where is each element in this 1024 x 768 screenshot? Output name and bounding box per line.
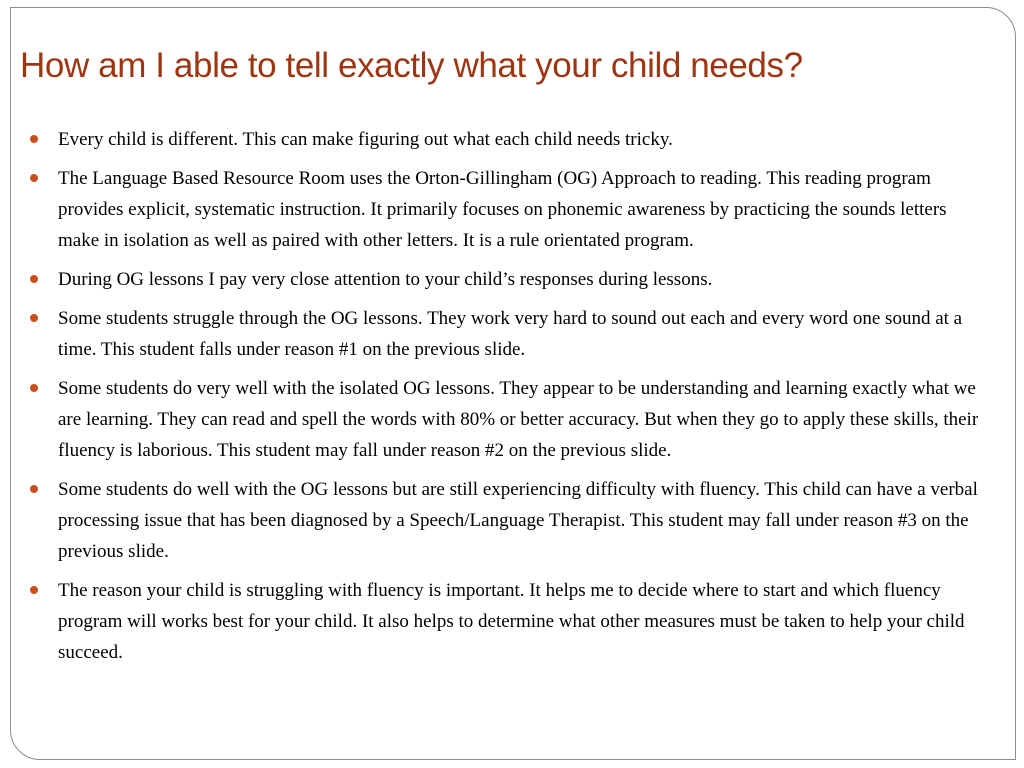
bullet-text: Some students do very well with the isolated OG lessons. They appear to be understanding and learning exactly what we are learning. They can read and spell the words with 80% or better accuracy. But when they go to apply these skills, their fluency is laborious. This student may fall under reason #2 on the previous slide. <box>58 378 979 461</box>
bullet-text: Some students do well with the OG lessons but are still experiencing difficulty with fluency. This child can have a verbal processing issue that has been diagnosed by a Speech/Language Therapist. This student may fall under reason #3 on the previous slide. <box>58 479 978 562</box>
bullet-text: The Language Based Resource Room uses the Orton-Gillingham (OG) Approach to reading. This reading program provides explicit, systematic instruction. It primarily focuses on phonemic awareness by practicing the sounds letters make in isolation as well as paired with other letters. It is a rule orientated program. <box>58 168 947 251</box>
bullet-dot-icon <box>30 485 38 493</box>
bullet-item <box>30 575 990 668</box>
bullet-dot-icon <box>30 314 38 322</box>
bullet-list <box>30 124 990 676</box>
bullet-text: During OG lessons I pay very close attention to your child’s responses during lessons. <box>58 269 713 290</box>
slide-title: How am I able to tell exactly what your child needs? <box>20 46 803 85</box>
bullet-dot-icon <box>30 135 38 143</box>
bullet-dot-icon <box>30 275 38 283</box>
bullet-item <box>30 303 990 365</box>
bullet-dot-icon <box>30 586 38 594</box>
bullet-item <box>30 474 990 567</box>
bullet-text: Some students struggle through the OG lessons. They work very hard to sound out each and every word one sound at a time. This student falls under reason #1 on the previous slide. <box>58 308 963 360</box>
bullet-item <box>30 373 990 466</box>
bullet-text: Every child is different. This can make figuring out what each child needs tricky. <box>58 129 673 150</box>
bullet-item <box>30 163 990 256</box>
bullet-dot-icon <box>30 174 38 182</box>
bullet-item <box>30 124 990 155</box>
bullet-dot-icon <box>30 384 38 392</box>
bullet-text: The reason your child is struggling with fluency is important. It helps me to decide where to start and which fluency program will works best for your child. It also helps to determine what other measures must be taken to help your child succeed. <box>58 580 965 663</box>
bullet-item <box>30 264 990 295</box>
